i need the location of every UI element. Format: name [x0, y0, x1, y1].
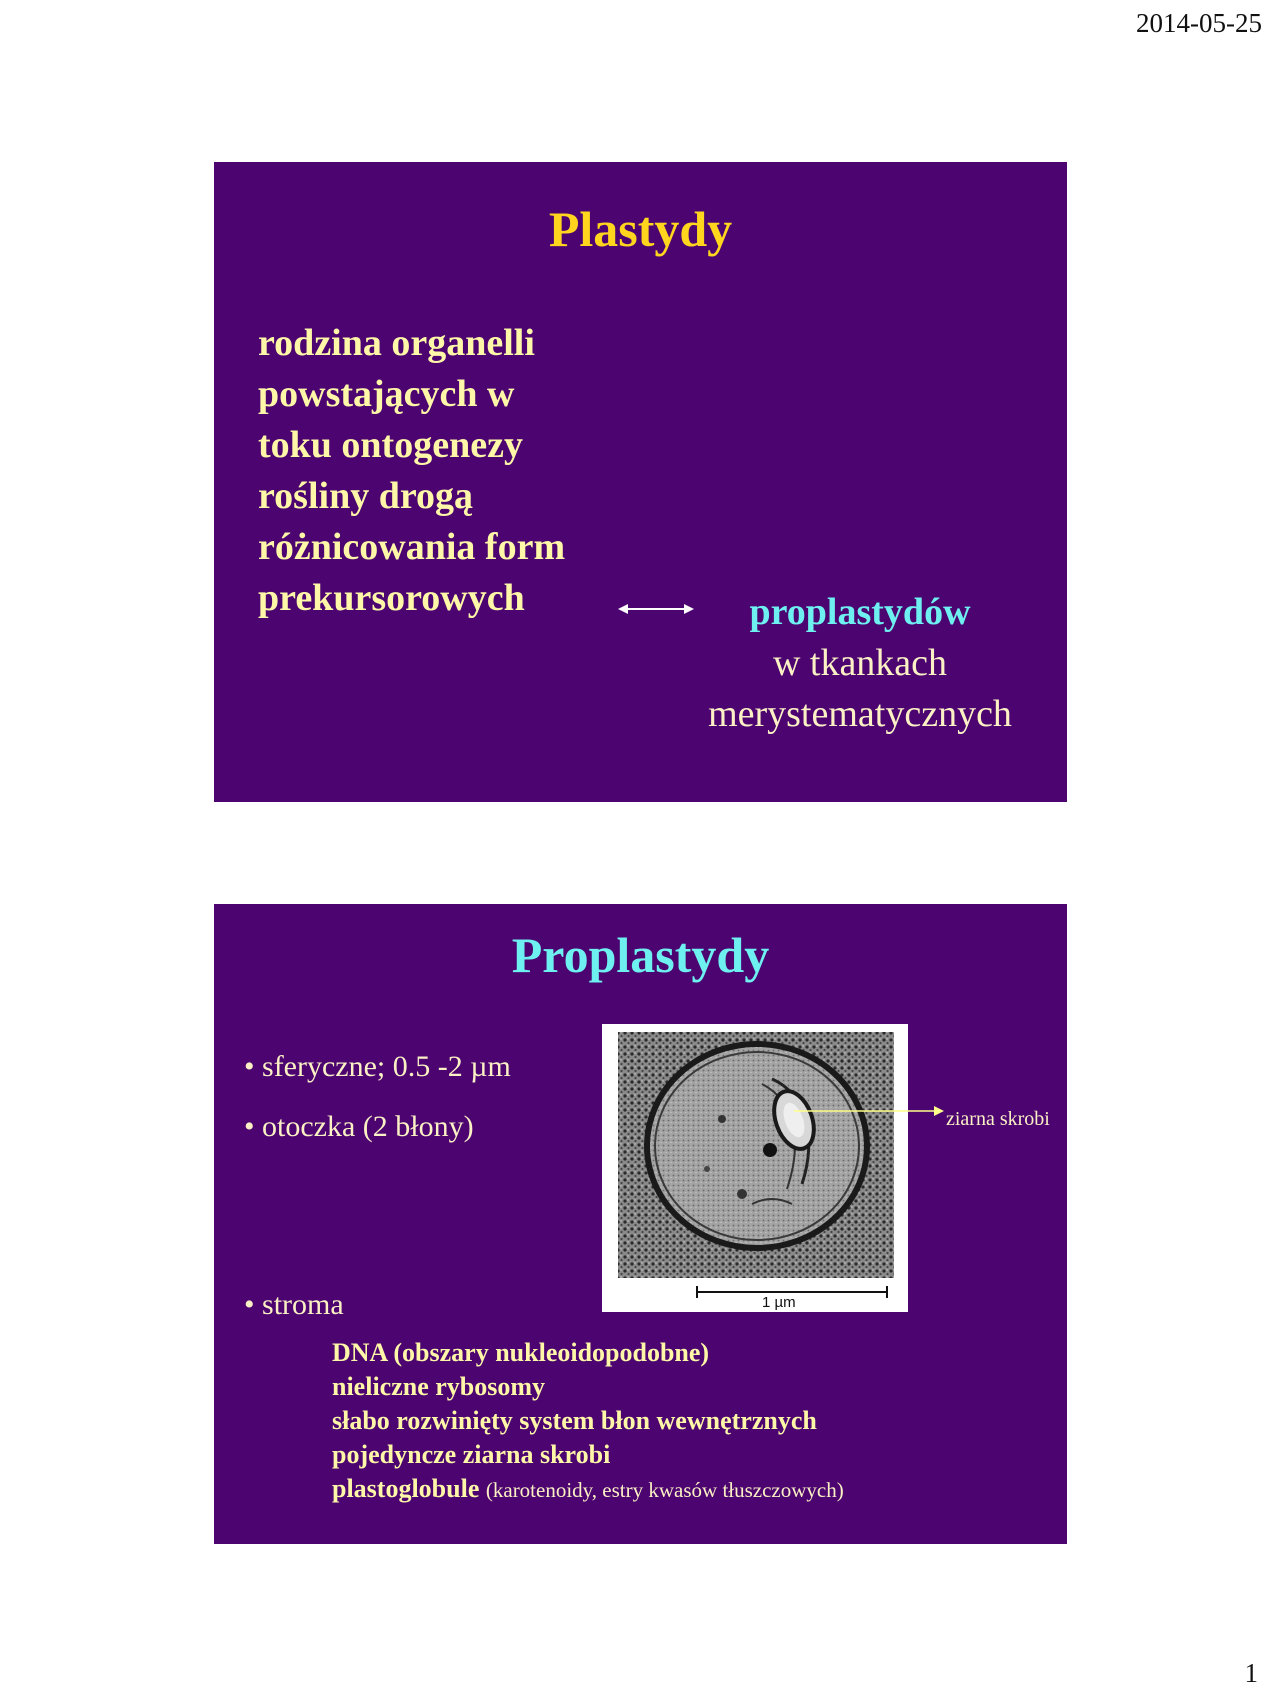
- page-number: 1: [1244, 1658, 1258, 1688]
- plastoglobule-label: plastoglobule: [332, 1474, 480, 1503]
- definition-line: różnicowania form: [258, 526, 566, 568]
- bullet-text: sferyczne; 0.5 -2 µm: [262, 1050, 511, 1083]
- stroma-item: słabo rozwinięty system błon wewnętrznych: [332, 1406, 817, 1435]
- stroma-item: [332, 1472, 844, 1507]
- bullet-text: stroma: [262, 1288, 344, 1321]
- definition-line: rośliny drogą: [258, 475, 474, 517]
- callout-arrow-icon: [794, 1098, 944, 1124]
- scale-bar-label: 1 µm: [762, 1294, 796, 1311]
- micrograph-image: [602, 1024, 908, 1312]
- slide-plastydy: [214, 162, 1067, 802]
- slide2-title: Proplastydy: [511, 927, 770, 983]
- slide1-proplastid-note: [650, 587, 1070, 740]
- page-date: 2014-05-25: [1136, 8, 1262, 38]
- bullet-item: • sferyczne; 0.5 -2 µm: [244, 1050, 511, 1083]
- stroma-list: [332, 1336, 844, 1507]
- proplastid-term: proplastydów: [749, 591, 971, 633]
- bullet-item: • stroma: [244, 1288, 344, 1321]
- slide-proplastydy: [214, 904, 1067, 1544]
- stroma-item: nieliczne rybosomy: [332, 1372, 546, 1401]
- proplastid-micrograph: [602, 1024, 908, 1312]
- bullet-text: otoczka (2 błony): [262, 1110, 474, 1143]
- stroma-item: pojedyncze ziarna skrobi: [332, 1440, 611, 1469]
- plastoglobule-note: (karotenoidy, estry kwasów tłuszczowych): [485, 1478, 844, 1502]
- slide1-title: Plastydy: [548, 201, 733, 257]
- definition-line: powstających w: [258, 373, 515, 415]
- definition-line: rodzina organelli: [258, 322, 535, 364]
- definition-line: toku ontogenezy: [258, 424, 523, 466]
- definition-line: prekursorowych: [258, 577, 525, 619]
- starch-grain-callout: ziarna skrobi: [946, 1108, 1050, 1130]
- slide1-definition: [258, 318, 565, 624]
- bullet-item: • otoczka (2 błony): [244, 1110, 474, 1143]
- proplastid-location-line: merystematycznych: [708, 693, 1012, 735]
- proplastid-location-line: w tkankach: [772, 642, 948, 684]
- stroma-item: DNA (obszary nukleoidopodobne): [332, 1338, 710, 1367]
